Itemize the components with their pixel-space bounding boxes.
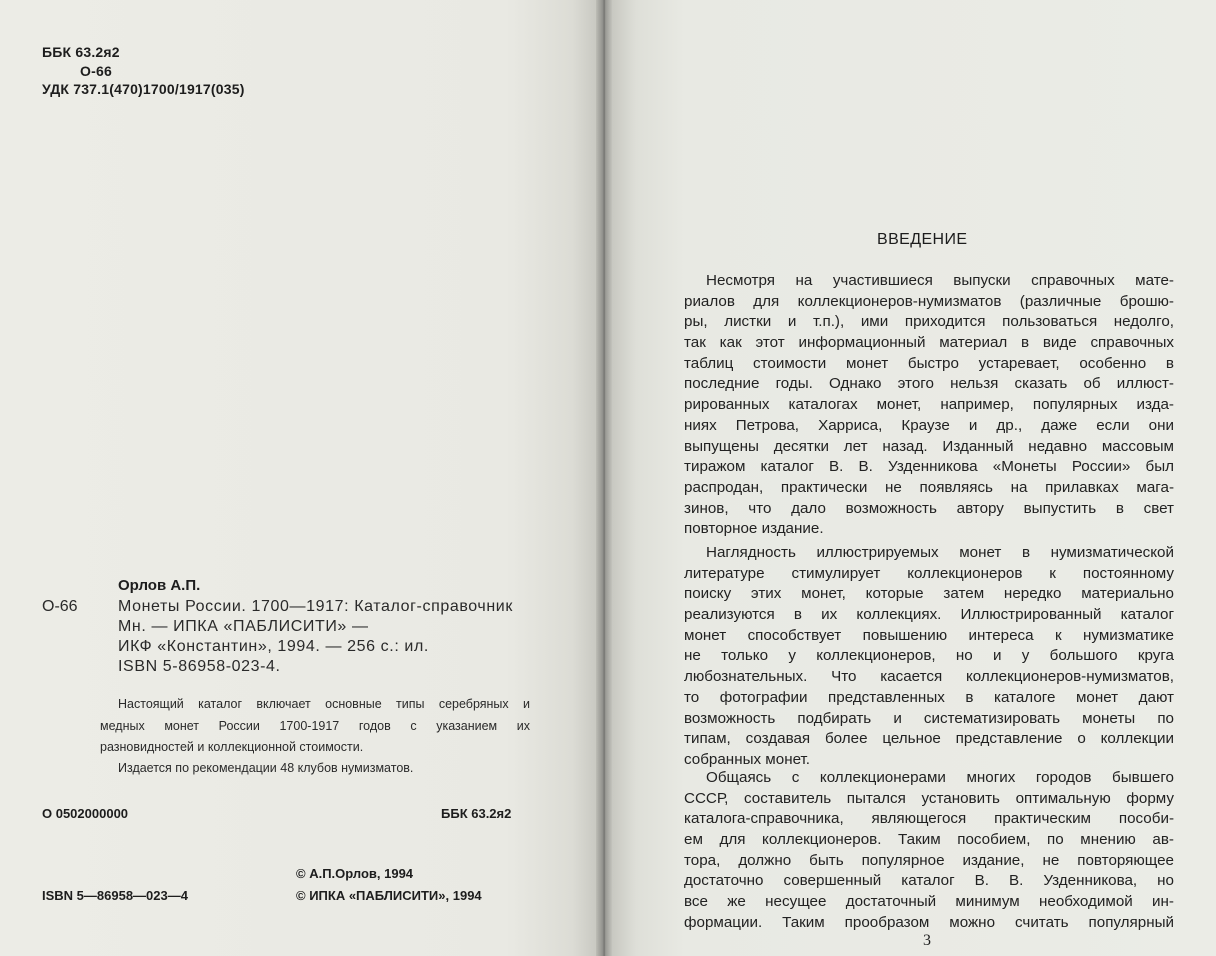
text-line: каталога-справочника, являющегося практическим пособи- bbox=[684, 810, 1174, 828]
text-line: ниях Петрова, Харриса, Краузе и др., даже если они bbox=[684, 416, 1174, 434]
text-line: Общаясь с коллекционерами многих городов бывшего bbox=[706, 769, 1174, 786]
text-line: тора, должно быть популярное издание, не повторяющее bbox=[684, 851, 1174, 869]
record-cipher: О-66 bbox=[42, 598, 78, 615]
text-line: ем для коллекционеров. Таким пособием, по мнению ав- bbox=[684, 831, 1174, 849]
text-line: СССР, составитель пытался установить оптимальную форму bbox=[684, 789, 1174, 807]
publication-code: О 0502000000 bbox=[42, 806, 129, 821]
text-line: ры, листки и т.п.), ими приходится пользоваться недолго, bbox=[684, 313, 1174, 331]
text-line: так как этот информационный материал в виде справочных bbox=[684, 334, 1174, 352]
annotation-line: разновидностей и коллекционной стоимости. bbox=[100, 740, 364, 754]
isbn: ISBN 5—86958—023—4 bbox=[42, 888, 188, 903]
text-line: риалов для коллекционеров-нумизматов (различные брошю- bbox=[684, 292, 1174, 310]
text-line: повторное издание. bbox=[684, 520, 824, 538]
text-line: таблиц стоимости монет быстро устаревает, особенно в bbox=[684, 354, 1174, 372]
text-line: распродан, практически не появляясь на прилавках мага- bbox=[684, 478, 1174, 496]
annotation-line: Настоящий каталог включает основные типы серебряных и bbox=[118, 697, 530, 711]
text-line: типам, создавая более цельное представление о коллекции bbox=[684, 730, 1174, 748]
paragraph-2 bbox=[684, 543, 1174, 771]
text-line: Несмотря на участившиеся выпуски справочных мате- bbox=[706, 272, 1174, 289]
page-number: 3 bbox=[923, 932, 931, 949]
left-page bbox=[0, 0, 596, 956]
text-line: литературе стимулирует коллекционеров к постоянному bbox=[684, 564, 1174, 582]
udk-code: УДК 737.1(470)1700/1917(035) bbox=[42, 81, 245, 97]
bbk-code-bottom: ББК 63.2я2 bbox=[441, 806, 512, 821]
chapter-heading: ВВЕДЕНИЕ bbox=[877, 231, 968, 248]
paragraph-1 bbox=[684, 271, 1174, 540]
record-imprint-line: ИКФ «Константин», 1994. — 256 с.: ил. bbox=[118, 638, 429, 655]
text-line: рированных каталогах монет, например, популярных изда- bbox=[684, 396, 1174, 414]
text-line: Наглядность иллюстрируемых монет в нумизматической bbox=[706, 544, 1174, 561]
text-line: последние годы. Однако этого нельзя сказать об иллюст- bbox=[684, 375, 1174, 393]
text-line: монет способствует повышению интереса к нумизматике bbox=[684, 626, 1174, 644]
record-author: Орлов А.П. bbox=[118, 577, 201, 594]
text-line: достаточно совершенный каталог В. В. Узденникова, но bbox=[684, 872, 1174, 890]
text-line: то фотографии представленных в каталоге монет дают bbox=[684, 688, 1174, 706]
record-isbn-line: ISBN 5-86958-023-4. bbox=[118, 658, 281, 675]
text-line: любознательных. Что касается коллекционеров-нумизматов, bbox=[684, 668, 1174, 686]
author-cipher: О-66 bbox=[80, 63, 112, 79]
annotation-line: медных монет России 1700-1917 годов с указанием их bbox=[100, 719, 530, 733]
text-line: не только у коллекционеров, но и у большого круга bbox=[684, 647, 1174, 665]
text-line: выпущены десятки лет назад. Изданный недавно массовым bbox=[684, 437, 1174, 455]
text-line: реализуются в их коллекциях. Иллюстрированный каталог bbox=[684, 606, 1174, 624]
record-title-line: Монеты России. 1700—1917: Каталог-справочник bbox=[118, 598, 513, 615]
copyright-publisher: © ИПКА «ПАБЛИСИТИ», 1994 bbox=[296, 888, 482, 903]
book-gutter bbox=[596, 0, 612, 956]
annotation-line: Издается по рекомендации 48 клубов нумизматов. bbox=[118, 761, 414, 775]
copyright-author: © А.П.Орлов, 1994 bbox=[296, 866, 414, 881]
text-line: поиску этих монет, которые затем нередко материально bbox=[684, 585, 1174, 603]
text-line: зинов, что дало возможность автору выпустить в свет bbox=[684, 499, 1174, 517]
paragraph-3 bbox=[684, 768, 1174, 934]
record-publisher-line: Мн. — ИПКА «ПАБЛИСИТИ» — bbox=[118, 618, 369, 635]
text-line: собранных монет. bbox=[684, 750, 811, 768]
text-line: тиражом каталог В. В. Узденникова «Монеты России» был bbox=[684, 458, 1174, 476]
text-line: формации. Таким прообразом можно считать популярный bbox=[684, 913, 1174, 931]
text-line: возможность подбирать и систематизировать монеты по bbox=[684, 709, 1174, 727]
bbk-code: ББК 63.2я2 bbox=[42, 44, 120, 60]
text-line: все же несущее достаточный минимум необходимой ин- bbox=[684, 893, 1174, 911]
